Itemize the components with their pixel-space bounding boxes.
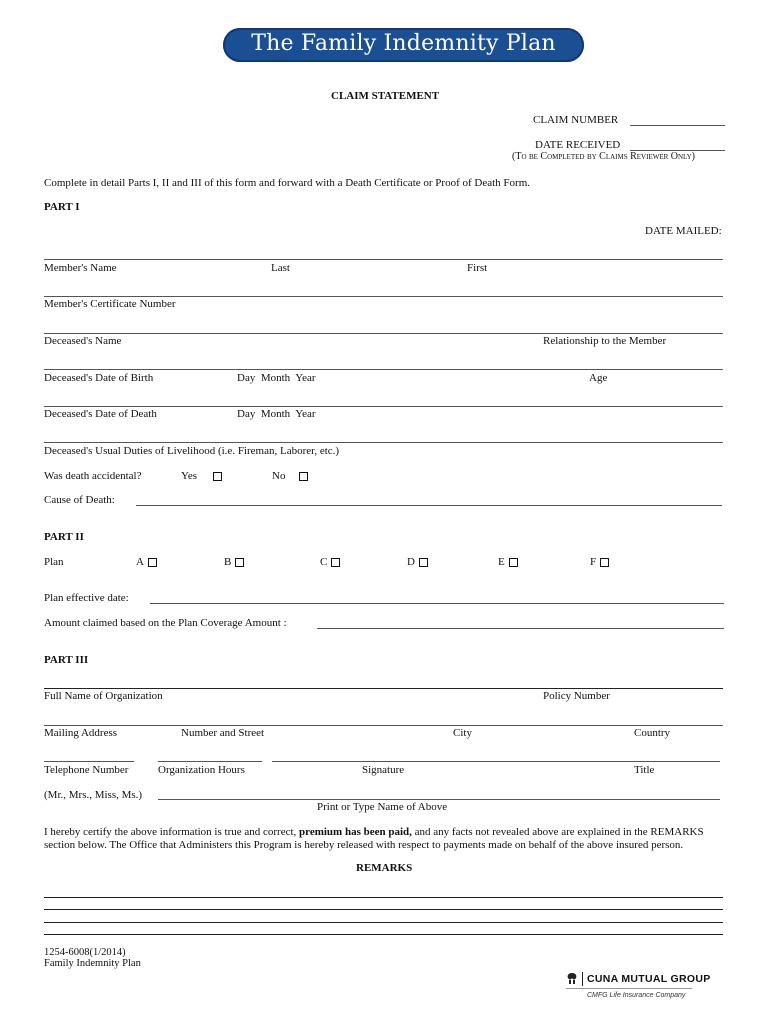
remarks-heading: REMARKS: [356, 862, 413, 874]
amount-claimed-label: Amount claimed based on the Plan Coverage Amount :: [44, 617, 287, 629]
print-name-field[interactable]: [158, 799, 720, 800]
org-hours-field[interactable]: [158, 761, 262, 762]
cuna-logo-icon: [566, 972, 578, 985]
amount-claimed-field[interactable]: [317, 628, 724, 629]
form-number: 1254-6008(1/2014): [44, 947, 126, 958]
plan-f-checkbox[interactable]: [600, 558, 609, 567]
certification-statement: [44, 826, 730, 852]
part2-heading: PART II: [44, 531, 84, 543]
plan-e-checkbox[interactable]: [509, 558, 518, 567]
title-label: Title: [634, 764, 655, 776]
company-name: CUNA MUTUAL GROUP: [587, 973, 711, 985]
accidental-no: [272, 470, 308, 482]
number-street-label: Number and Street: [181, 727, 265, 739]
accidental-yes: [181, 470, 222, 482]
remarks-line-1[interactable]: [44, 897, 723, 898]
telephone-label: Telephone Number: [44, 764, 129, 776]
age-label: Age: [589, 372, 608, 384]
yes-label: Yes: [181, 470, 198, 482]
plan-effective-date-field[interactable]: [150, 603, 724, 604]
relationship-label: Relationship to the Member: [543, 335, 667, 347]
certification-post: and any facts not revealed above are explained in the REMARKS section below. The Office that Administers this Program is hereby released with respect to payments made on behalf of the above insured person.: [44, 826, 704, 851]
duties-field[interactable]: [44, 442, 723, 443]
first-name-label: First: [467, 262, 488, 274]
country-label: Country: [634, 727, 671, 739]
plan-f-label: F: [590, 556, 597, 568]
org-name-label: Full Name of Organization: [44, 690, 163, 702]
logo-rule: [566, 988, 692, 989]
telephone-field[interactable]: [44, 761, 134, 762]
plan-d-label: D: [407, 556, 415, 568]
plan-a-checkbox[interactable]: [148, 558, 157, 567]
certificate-number-label: Member's Certificate Number: [44, 298, 176, 310]
org-hours-label: Organization Hours: [158, 764, 245, 776]
part1-heading: PART I: [44, 201, 80, 213]
signature-label: Signature: [362, 764, 405, 776]
date-mailed-label: DATE MAILED:: [645, 225, 722, 237]
plan-d-checkbox[interactable]: [419, 558, 428, 567]
member-name-label: Member's Name: [44, 262, 117, 274]
salutation-label: (Mr., Mrs., Miss, Ms.): [44, 789, 143, 801]
plan-option-b: [224, 556, 244, 568]
date-received-label: DATE RECEIVED: [535, 139, 621, 151]
accidental-question: Was death accidental?: [44, 470, 142, 482]
claim-number-field[interactable]: [630, 125, 725, 126]
signature-field[interactable]: [272, 761, 720, 762]
claim-number-label: CLAIM NUMBER: [533, 114, 619, 126]
plan-c-label: C: [320, 556, 328, 568]
date-of-birth-field[interactable]: [44, 369, 723, 370]
certificate-number-field[interactable]: [44, 296, 723, 297]
remarks-line-3[interactable]: [44, 922, 723, 923]
deceased-name-field[interactable]: [44, 333, 723, 334]
instructions-text: Complete in detail Parts I, II and III of this form and forward with a Death Certificate or Proof of Death Form.: [44, 177, 530, 189]
print-name-label: Print or Type Name of Above: [317, 801, 448, 813]
plan-option-e: [498, 556, 518, 568]
banner-title: The Family Indemnity Plan: [251, 31, 556, 56]
plan-option-c: [320, 556, 340, 568]
duties-label: Deceased's Usual Duties of Livelihood (i.e. Fireman, Laborer, etc.): [44, 445, 340, 457]
deceased-name-label: Deceased's Name: [44, 335, 122, 347]
document-title: CLAIM STATEMENT: [331, 90, 440, 102]
company-subtitle: CMFG Life Insurance Company: [587, 992, 686, 999]
plan-b-checkbox[interactable]: [235, 558, 244, 567]
no-checkbox[interactable]: [299, 472, 308, 481]
dod-day-month-year: Day Month Year: [237, 408, 316, 420]
plan-e-label: E: [498, 556, 505, 568]
plan-label: Plan: [44, 556, 64, 568]
date-of-death-label: Deceased's Date of Death: [44, 408, 157, 420]
certification-pre: I hereby certify the above information is true and correct,: [44, 826, 300, 838]
date-of-birth-label: Deceased's Date of Birth: [44, 372, 154, 384]
policy-number-label: Policy Number: [543, 690, 610, 702]
plan-option-f: [590, 556, 609, 568]
cause-of-death-field[interactable]: [136, 505, 722, 506]
org-name-field[interactable]: [44, 688, 723, 689]
remarks-line-2[interactable]: [44, 909, 723, 910]
part3-heading: PART III: [44, 654, 89, 666]
dob-day-month-year: Day Month Year: [237, 372, 316, 384]
certification-bold: premium has been paid,: [299, 826, 412, 838]
remarks-line-4[interactable]: [44, 934, 723, 935]
date-of-death-field[interactable]: [44, 406, 723, 407]
no-label: No: [272, 470, 286, 482]
city-label: City: [453, 727, 472, 739]
plan-a-label: A: [136, 556, 144, 568]
title-banner: [223, 28, 584, 62]
reviewer-note: (To be Completed by Claims Reviewer Only): [512, 151, 696, 162]
plan-b-label: B: [224, 556, 232, 568]
form-name: Family Indemnity Plan: [44, 958, 141, 969]
yes-checkbox[interactable]: [213, 472, 222, 481]
cause-of-death-label: Cause of Death:: [44, 494, 115, 506]
member-name-field[interactable]: [44, 259, 723, 260]
plan-effective-date-label: Plan effective date:: [44, 592, 129, 604]
plan-c-checkbox[interactable]: [331, 558, 340, 567]
plan-option-d: [407, 556, 428, 568]
mailing-address-label: Mailing Address: [44, 727, 118, 739]
mailing-address-field[interactable]: [44, 725, 723, 726]
logo-separator: [582, 972, 583, 986]
last-name-label: Last: [271, 262, 290, 274]
plan-option-a: [136, 556, 157, 568]
